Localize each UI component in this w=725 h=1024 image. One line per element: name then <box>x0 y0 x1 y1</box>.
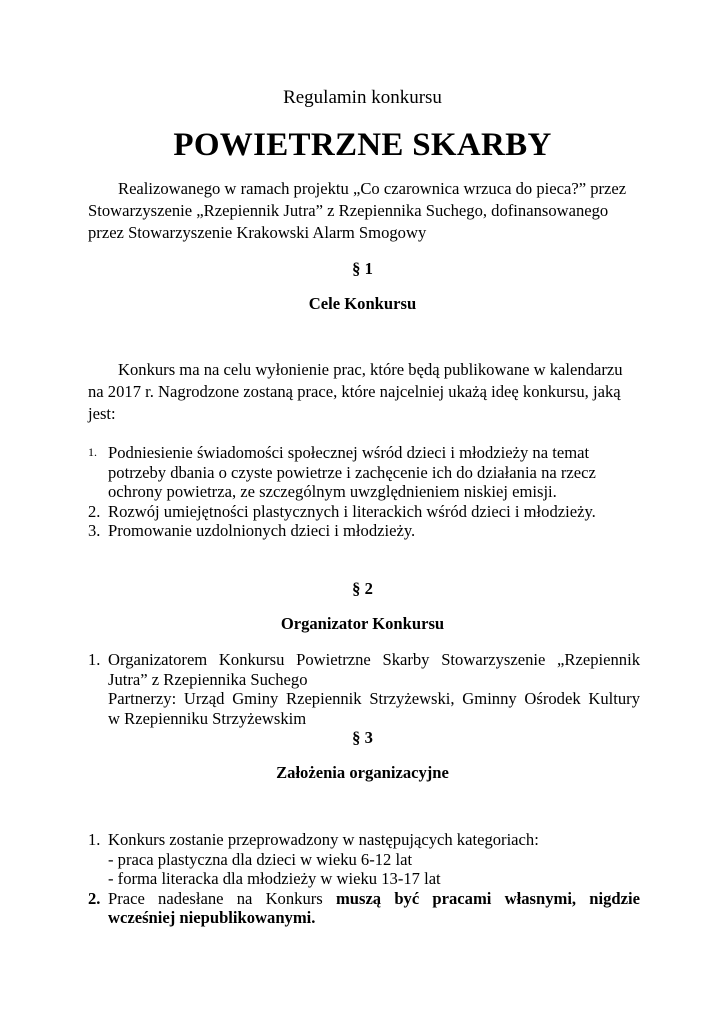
section-3-heading: Założenia organizacyjne <box>276 763 449 782</box>
rule-text-emphasis: wcześniej niepublikowanymi. <box>108 908 316 927</box>
list-item <box>88 521 640 541</box>
list-item <box>88 650 640 728</box>
list-item <box>88 443 640 502</box>
section-1-goals-list <box>88 443 640 541</box>
list-item-line: w Rzepienniku Strzyżewskim <box>108 708 307 728</box>
section-3-rules-list <box>88 830 640 928</box>
document-subtitle: Regulamin konkursu <box>283 87 442 108</box>
section-2-heading: Organizator Konkursu <box>280 614 445 633</box>
list-item-line <box>108 889 640 909</box>
intro-line-2: Stowarzyszenie „Rzepiennik Jutra” z Rzepiennika Suchego, dofinansowanego <box>88 201 609 220</box>
rule-text-emphasis: muszą być pracami własnymi, nigdzie <box>335 888 640 908</box>
list-item-line: Konkurs zostanie przeprowadzony w następujących kategoriach: <box>108 830 539 849</box>
section-1-heading: Cele Konkursu <box>308 294 417 313</box>
list-item-line: - forma literacka dla młodzieży w wieku 13-17 lat <box>108 869 441 888</box>
section-1-para-line-1: Konkurs ma na celu wyłonienie prac, które będą publikowane w kalendarzu <box>118 360 623 379</box>
section-1-paragraph <box>88 359 640 425</box>
list-item-line: Podniesienie świadomości społecznej wśród dzieci i młodzieży na temat <box>108 443 590 462</box>
list-item-line: Partnerzy: Urząd Gminy Rzepiennik Strzyżewski, Gminny Ośrodek Kultury <box>108 689 640 708</box>
list-item-line: ochrony powietrza, ze szczególnym uwzględnieniem niskiej emisji. <box>108 482 557 501</box>
list-item-line: - praca plastyczna dla dzieci w wieku 6-12 lat <box>108 849 413 869</box>
list-item-line: potrzeby dbania o czyste powietrze i zachęcenie ich do działania na rzecz <box>108 462 596 482</box>
list-item-number: 1. <box>88 650 101 669</box>
intro-paragraph <box>88 178 640 244</box>
list-item-line: Jutra” z Rzepiennika Suchego <box>108 669 308 689</box>
list-item-line: Rozwój umiejętności plastycznych i literackich wśród dzieci i młodzieży. <box>108 501 596 521</box>
section-1-mark: § 1 <box>352 259 373 278</box>
list-item <box>88 830 640 889</box>
list-item-number: 2. <box>88 501 101 521</box>
intro-line-3: przez Stowarzyszenie Krakowski Alarm Smogowy <box>88 223 427 242</box>
rule-text: Prace nadesłane na Konkurs <box>108 888 336 908</box>
intro-line-1: Realizowanego w ramach projektu „Co czarownica wrzuca do pieca?” przez <box>118 179 627 198</box>
document-title: POWIETRZNE SKARBY <box>173 127 552 163</box>
list-item-number: 1. <box>88 830 101 849</box>
list-item <box>88 889 640 928</box>
section-1-para-line-3: jest: <box>88 404 116 423</box>
list-item-number: 3. <box>88 521 101 540</box>
section-1-para-line-2: na 2017 r. Nagrodzone zostaną prace, które najcelniej ukażą ideę konkursu, jaką <box>88 382 621 401</box>
list-item <box>88 502 640 522</box>
list-item-line: Organizatorem Konkursu Powietrzne Skarby Stowarzyszenie „Rzepiennik <box>108 650 640 669</box>
list-item-number: 2. <box>88 888 101 908</box>
section-2-organizer-list <box>88 650 640 728</box>
list-item-number: 1. <box>88 445 97 459</box>
section-2-mark: § 2 <box>352 579 373 598</box>
list-item-line: Promowanie uzdolnionych dzieci i młodzieży. <box>108 521 416 540</box>
section-3-mark: § 3 <box>352 728 373 747</box>
